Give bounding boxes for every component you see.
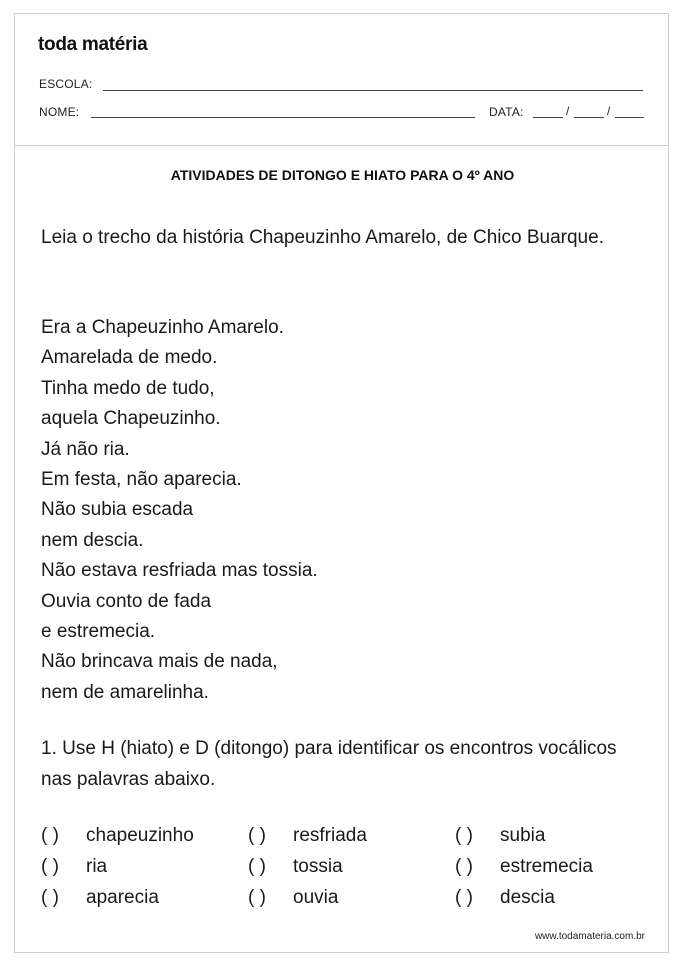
school-label: ESCOLA: [39,77,93,91]
poem-line: e estremecia. [41,621,156,643]
answer-blank[interactable]: ( ) [455,825,473,846]
option-word: estremecia [500,856,593,877]
question-1: 1. Use H (hiato) e D (ditongo) para identificar os encontros vocálicos nas palavras abaixo. [41,738,617,790]
poem-line: Em festa, não aparecia. [41,469,242,491]
poem-line: nem de amarelinha. [41,681,209,703]
option-item[interactable] [41,887,159,909]
poem-excerpt [41,313,318,708]
option-word: tossia [293,856,343,877]
option-word: chapeuzinho [86,825,194,846]
footer-url: www.todamateria.com.br [534,931,645,942]
poem-line: Tinha medo de tudo, [41,377,215,399]
answer-blank[interactable]: ( ) [455,856,473,877]
poem-line: aquela Chapeuzinho. [41,408,221,430]
date-day-field[interactable] [533,117,563,118]
poem-line: nem descia. [41,529,144,551]
poem-line: Não estava resfriada mas tossia. [41,560,318,582]
option-item[interactable] [248,887,338,909]
option-item[interactable] [248,825,367,847]
header-divider [14,145,669,146]
name-field[interactable] [91,117,475,118]
date-label: DATA: [489,105,524,119]
option-word: descia [500,887,555,908]
option-word: aparecia [86,887,159,908]
date-year-field[interactable] [615,117,644,118]
poem-line: Não subia escada [41,499,194,521]
option-word: ouvia [293,887,339,908]
answer-blank[interactable]: ( ) [455,887,473,908]
date-separator: / [607,104,611,118]
date-separator: / [566,104,570,118]
option-item[interactable] [455,856,593,878]
brand-logo: toda matéria [38,34,148,55]
poem-line: Já não ria. [41,438,130,460]
options-row [41,887,641,918]
option-item[interactable] [455,887,555,909]
date-month-field[interactable] [574,117,604,118]
option-item[interactable] [41,825,194,847]
answer-blank[interactable]: ( ) [41,825,59,846]
option-item[interactable] [455,825,545,847]
option-item[interactable] [248,856,343,878]
name-label: NOME: [39,105,80,119]
poem-line: Era a Chapeuzinho Amarelo. [41,317,284,338]
page-title: ATIVIDADES DE DITONGO E HIATO PARA O 4º ANO [170,167,515,183]
intro-text: Leia o trecho da história Chapeuzinho Amarelo, de Chico Buarque. [41,227,604,248]
answer-blank[interactable]: ( ) [248,825,266,846]
poem-line: Ouvia conto de fada [41,590,212,612]
options-row [41,856,641,887]
option-word: ria [86,856,108,877]
answer-blank[interactable]: ( ) [41,887,59,908]
answer-blank[interactable]: ( ) [41,856,59,877]
answer-blank[interactable]: ( ) [248,887,266,908]
options-row [41,825,641,856]
option-word: resfriada [293,825,367,846]
school-field[interactable] [103,90,643,91]
poem-line: Não brincava mais de nada, [41,651,278,673]
poem-line: Amarelada de medo. [41,347,218,369]
option-item[interactable] [41,856,107,878]
answer-blank[interactable]: ( ) [248,856,266,877]
option-word: subia [500,825,546,846]
